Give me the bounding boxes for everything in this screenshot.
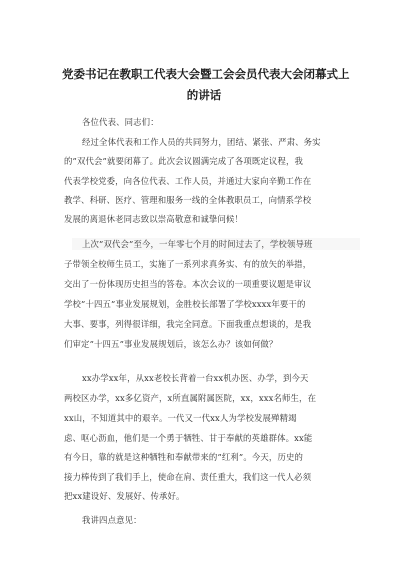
paragraph-line: 把xx建设好、发展好、传承好。 — [64, 491, 185, 501]
paragraph-line: 交出了一份体现历史担当的答卷。本次会议的一项重要议题是审议 — [64, 279, 312, 289]
paragraph-line: 学校”十四五”事业发展规划，金胜校长部署了学校xxxx年要干的 — [64, 299, 306, 309]
paragraph-line: 大事、要事，列得很详细，我完全同意。下面我重点想谈的，是我 — [64, 319, 312, 329]
paragraph-line: 发展的离退休老同志致以崇高敬意和诚挚问候！ — [64, 214, 244, 224]
salutation-line: 各位代表、同志们： — [82, 117, 159, 127]
paragraph-line: 代表学校党委，向各位代表、工作人员，并通过大家向辛勤工作在 — [64, 176, 312, 186]
paragraph-line: 们审定”十四五”事业发展规划后，该怎么办？该如何做？ — [64, 339, 278, 349]
paragraph-line: 两校区办学，xx多亿资产，x所直属附属医院，xx，xxx名师生，在 — [64, 393, 317, 403]
paragraph-line: 有今日，靠的就是这种牺牲和奉献带来的”红利”。今天，历史的 — [64, 452, 304, 462]
paragraph-line: 我讲四点意见： — [82, 515, 142, 525]
paragraph-line: xx山，不知道其中的艰辛。一代又一代xx人为学校发展殚精竭 — [64, 413, 297, 423]
paragraph-line: 经过全体代表和工作人员的共同努力，团结、紧张、严肃、务实 — [82, 137, 321, 147]
paragraph-line: 上次”双代会”至今，一年零七个月的时间过去了，学校领导班 — [72, 238, 360, 250]
paragraph-line: 子带领全校师生员工，实施了一系列求真务实、有的放矢的举措， — [64, 259, 312, 269]
document-title-line-2: 的讲话 — [186, 88, 222, 102]
paragraph-line: 教学、科研、医疗、管理和服务一线的全体教职员工，向情系学校 — [64, 195, 312, 205]
paragraph-line: 接力棒传到了我们手上，使命在肩、责任重大，我们这一代人必须 — [64, 472, 312, 482]
paragraph-line: xx办学xx年，从xx老校长背着一台xx机办医、办学，到今天 — [82, 373, 309, 383]
paragraph-line: 虑、呕心沥血，他们是一个勇于牺牲、甘于奉献的英雄群体。xx能 — [64, 433, 313, 443]
paragraph-line: 的”双代会”就要闭幕了。此次会议圆满完成了各项既定议程，我 — [64, 156, 304, 166]
document-title-line-1: 党委书记在教职工代表大会暨工会会员代表大会闭幕式上 — [62, 67, 350, 81]
